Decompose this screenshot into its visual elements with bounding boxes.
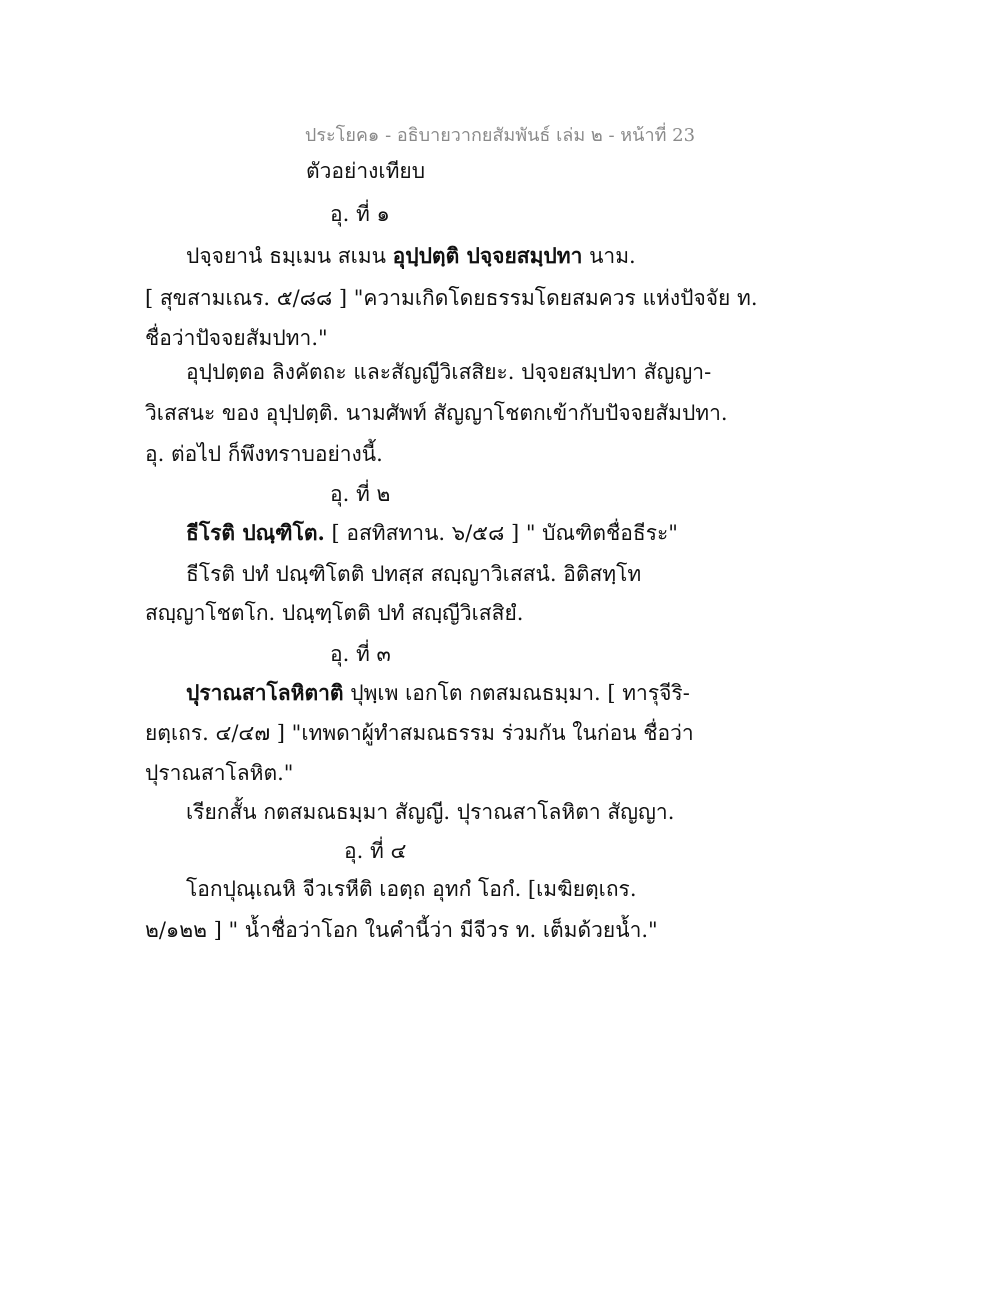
example-1-line-1 [186, 241, 636, 271]
example-1-explain-line-1: อุปฺปตฺตอ ลิงคัตถะ และสัญญีวิเสสิยะ. ปจฺจยสมฺปทา สัญญา- [186, 360, 712, 384]
section-heading: ตัวอย่างเทียบ [306, 159, 426, 183]
example-3-line-2: ยตฺเถร. ๔/๔๗ ] "เทพดาผู้ทำสมณธรรม ร่วมกัน ในก่อน ชื่อว่า [145, 721, 694, 745]
example-1-text-start: ปจฺจยานํ ธมฺเมน สเมน [186, 244, 393, 268]
example-1-line-2: [ สุขสามเณร. ๕/๘๘ ] "ความเกิดโดยธรรมโดยสมควร แห่งปัจจัย ท. [145, 286, 758, 310]
example-3-bold-term: ปุราณสาโลหิตาติ [186, 680, 344, 705]
example-3-line-1 [186, 678, 690, 708]
example-label-1: อุ. ที่ ๑ [330, 202, 390, 226]
example-3-text-end: ปุพฺเพ เอกโต กตสมณธมฺมา. [ ทารุจีริ- [343, 681, 690, 705]
example-2-explain-line-2: สญฺญาโชตโก. ปณฺฑฺโตติ ปทํ สญฺญีวิเสสิยํ. [145, 601, 524, 625]
example-2-line-1 [186, 518, 678, 548]
example-1-line-3: ชื่อว่าปัจจยสัมปทา." [145, 326, 328, 350]
running-header: ประโยค๑ - อธิบายวากยสัมพันธ์ เล่ม ๒ - หน้าที่ 23 [304, 125, 696, 146]
example-3-line-3: ปุราณสาโลหิต." [145, 761, 294, 785]
example-1-bold-term: อุปฺปตฺติ ปจฺจยสมฺปทา [392, 243, 583, 268]
example-1-explain-line-2: วิเสสนะ ของ อุปฺปตฺติ. นามศัพท์ สัญญาโชตกเข้ากับปัจจยสัมปทา. [145, 401, 728, 425]
example-1-text-end: นาม. [582, 244, 636, 268]
example-label-2: อุ. ที่ ๒ [330, 482, 391, 506]
example-label-3: อุ. ที่ ๓ [330, 642, 391, 666]
example-1-explain-line-3: อุ. ต่อไป ก็พึงทราบอย่างนี้. [145, 442, 383, 466]
example-3-explain-line-1: เรียกสั้น กตสมณธมฺมา สัญญี. ปุราณสาโลหิตา สัญญา. [186, 800, 675, 824]
example-4-line-1: โอกปุณฺเณหิ จีวเรหีติ เอตฺถ อุทกํ โอกํ. [เมฆิยตฺเถร. [186, 877, 637, 901]
example-label-4: อุ. ที่ ๔ [344, 839, 407, 863]
example-2-explain-line-1: ธีโรติ ปทํ ปณฺฑิโตติ ปทสฺส สญฺญาวิเสสนํ. อิติสทฺโท [186, 562, 642, 586]
example-4-line-2: ๒/๑๒๒ ] " น้ำชื่อว่าโอก ในคำนี้ว่า มีจีวร ท. เต็มด้วยน้ำ." [145, 918, 658, 942]
example-2-text-end: [ อสทิสทาน. ๖/๕๘ ] " บัณฑิตชื่อธีระ" [324, 521, 678, 545]
example-2-bold-term: ธีโรติ ปณฺฑิโต. [186, 520, 325, 545]
